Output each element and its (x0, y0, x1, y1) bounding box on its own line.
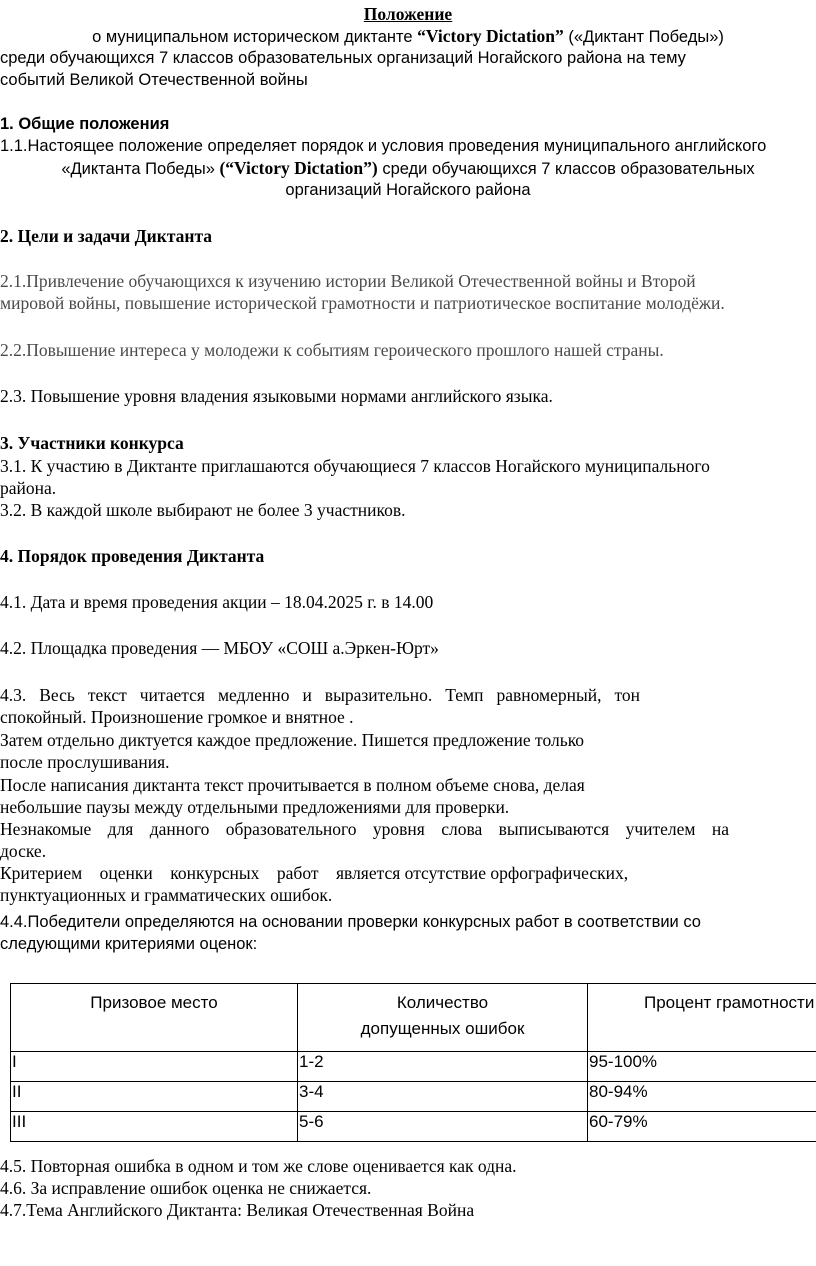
section-4-p3-line: доске. (0, 841, 47, 861)
cell-percent: 60-79% (588, 1112, 816, 1142)
cell-place: I (11, 1052, 298, 1082)
section-2-p2: 2.2.Повышение интереса у молодежи к событиям героического прошлого нашей страны. (0, 340, 664, 360)
section-4-p5: 4.5. Повторная ошибка в одном и том же слове оценивается как одна. (0, 1156, 517, 1176)
table-header-row (11, 984, 816, 1052)
section-4-p3-line: Критерием оценки конкурсных работ является отсутствие орфографических, (0, 863, 629, 883)
section-1-p1-line-2-bold: (“Victory Dictation”) (219, 158, 378, 178)
document-title: Положение (363, 4, 453, 24)
table-row (11, 1112, 816, 1142)
title-line-1-suffix: («Диктант Победы») (563, 28, 724, 46)
title-line-1-bold: “Victory Dictation” (417, 26, 564, 46)
header-cell-errors (298, 984, 588, 1052)
section-4-p3-line: спокойный. Произношение громкое и внятное . (0, 707, 354, 727)
section-1-p1-line-2 (0, 157, 816, 180)
header-place-label: Призовое место (90, 993, 218, 1012)
section-1-p1-line-1: 1.1.Настоящее положение определяет порядок и условия проведения муниципального английского (0, 137, 767, 155)
title-line-2: среди обучающихся 7 классов образовательных организаций Ногайского района на тему (0, 49, 686, 67)
cell-place: II (11, 1082, 298, 1112)
header-cell-place (11, 984, 298, 1052)
section-4-p4-line-2: следующими критериями оценок: (0, 935, 258, 953)
section-4-p4-line-1: 4.4.Победители определяются на основании проверки конкурсных работ в соответствии со (0, 913, 701, 931)
table-row (11, 1052, 816, 1082)
header-percent-label: Процент грамотности (644, 993, 815, 1012)
section-4-p3-line: небольшие паузы между отдельными предложениями для проверки. (0, 797, 510, 817)
section-4-p7: 4.7.Тема Английского Диктанта: Великая Отечественная Война (0, 1200, 475, 1220)
section-1-p1-line-2-suffix: среди обучающихся 7 классов образовательных (377, 160, 755, 178)
section-2-p1-line-2: мировой войны, повышение исторической грамотности и патриотическое воспитание молодёжи. (0, 293, 725, 313)
section-2-p1-line-1: 2.1.Привлечение обучающихся к изучению истории Великой Отечественной войны и Второй (0, 271, 696, 291)
section-4-p3-line: Незнакомые для данного образовательного уровня слова выписываются учителем на (0, 819, 729, 839)
section-4-p3-line: 4.3. Весь текст читается медленно и выразительно. Темп равномерный, тон (0, 685, 640, 705)
header-cell-percent (588, 984, 816, 1052)
header-errors-label-line-2: допущенных ошибок (360, 1019, 525, 1038)
title-line-1 (0, 25, 816, 48)
section-1-p1-line-2-prefix: «Диктанта Победы» (61, 160, 220, 178)
section-4-p3-line: после прослушивания. (0, 752, 170, 772)
section-4-p2: 4.2. Площадка проведения — МБОУ «СОШ а.Эркен-Юрт» (0, 638, 439, 658)
header-errors-label-line-1: Количество (396, 993, 489, 1012)
cell-place: III (11, 1112, 298, 1142)
section-4-p1: 4.1. Дата и время проведения акции – 18.04.2025 г. в 14.00 (0, 592, 434, 612)
cell-errors: 1-2 (298, 1052, 588, 1082)
cell-errors: 5-6 (298, 1112, 588, 1142)
grading-table (10, 983, 816, 1142)
title-line-3: событий Великой Отечественной войны (0, 71, 308, 89)
cell-errors: 3-4 (298, 1082, 588, 1112)
table-row (11, 1082, 816, 1112)
section-3-heading: 3. Участники конкурса (0, 433, 184, 453)
section-4-p6: 4.6. За исправление ошибок оценка не снижается. (0, 1178, 372, 1198)
section-4-p3-line: Затем отдельно диктуется каждое предложение. Пишется предложение только (0, 730, 585, 750)
cell-percent: 95-100% (588, 1052, 816, 1082)
section-1-p1-line-3: организаций Ногайского района (285, 181, 531, 199)
cell-percent: 80-94% (588, 1082, 816, 1112)
title-line-1-prefix: о муниципальном историческом диктанте (92, 28, 418, 46)
section-2-p3: 2.3. Повышение уровня владения языковыми нормами английского языка. (0, 386, 553, 406)
section-4-p3-line: пунктуационных и грамматических ошибок. (0, 885, 333, 905)
section-3-p2: 3.2. В каждой школе выбирают не более 3 участников. (0, 500, 406, 520)
section-4-heading: 4. Порядок проведения Диктанта (0, 546, 265, 566)
section-3-p1-line-2: района. (0, 478, 57, 498)
section-3-p1-line-1: 3.1. К участию в Диктанте приглашаются обучающиеся 7 классов Ногайского муниципального (0, 456, 710, 476)
section-4-p3-line: После написания диктанта текст прочитывается в полном объеме снова, делая (0, 775, 585, 795)
section-1-heading: 1. Общие положения (0, 115, 170, 133)
section-2-heading: 2. Цели и задачи Диктанта (0, 226, 213, 246)
